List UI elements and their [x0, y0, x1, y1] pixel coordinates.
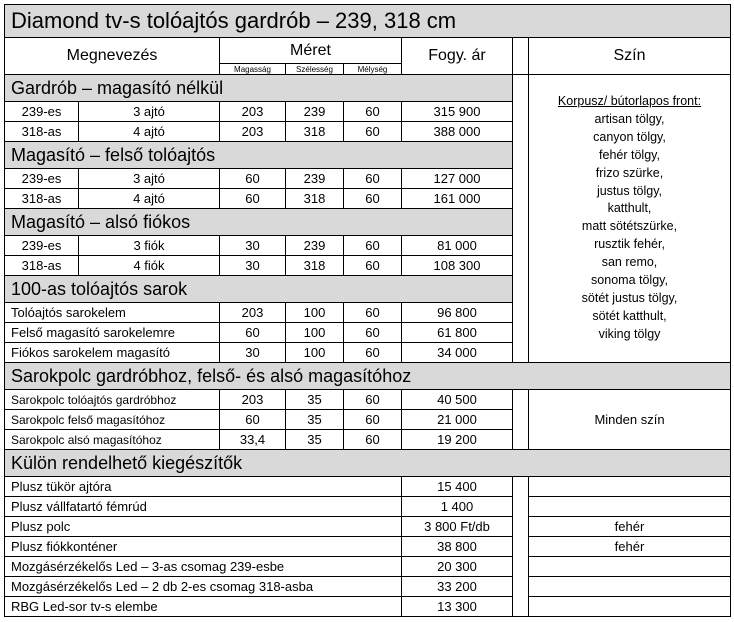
header-price: Fogy. ár	[401, 37, 513, 75]
row-depth: 60	[343, 121, 402, 142]
color-option: sötét katthult,	[592, 308, 667, 323]
row-width: 100	[285, 302, 344, 323]
color-option: justus tölgy,	[596, 183, 663, 198]
row-price: 40 500	[401, 389, 513, 410]
row-name: 239-es	[4, 235, 79, 256]
row-height: 203	[219, 101, 286, 122]
color-option: katthult,	[607, 201, 652, 216]
section-header: Magasító – alsó fiókos	[4, 208, 513, 236]
section-header: Gardrób – magasító nélkül	[4, 74, 513, 102]
row-height: 30	[219, 342, 286, 363]
header-height: Magasság	[219, 63, 286, 75]
row-price: 19 200	[401, 429, 513, 450]
row-type: 4 ajtó	[78, 188, 220, 209]
spacer-column	[512, 476, 529, 617]
spacer-column	[512, 74, 529, 363]
row-type: 4 ajtó	[78, 121, 220, 142]
color-list	[528, 74, 731, 363]
row-name: Plusz polc	[4, 516, 402, 537]
row-name: Sarokpolc tolóajtós gardróbhoz	[4, 389, 220, 410]
row-type: 3 ajtó	[78, 168, 220, 189]
row-price: 96 800	[401, 302, 513, 323]
row-width: 239	[285, 168, 344, 189]
row-width: 239	[285, 235, 344, 256]
row-width: 100	[285, 322, 344, 343]
color-option: rusztik fehér,	[594, 237, 665, 252]
row-type: 3 ajtó	[78, 101, 220, 122]
section-header: Külön rendelhető kiegészítők	[4, 449, 731, 477]
row-price: 21 000	[401, 409, 513, 430]
row-name: Tolóajtós sarokelem	[4, 302, 220, 323]
row-depth: 60	[343, 342, 402, 363]
row-height: 60	[219, 168, 286, 189]
row-color	[528, 496, 731, 517]
row-depth: 60	[343, 188, 402, 209]
row-name: Sarokpolc felső magasítóhoz	[4, 409, 220, 430]
section-header: Sarokpolc gardróbhoz, felső- és alsó magasítóhoz	[4, 362, 731, 390]
row-name: Sarokpolc alsó magasítóhoz	[4, 429, 220, 450]
row-height: 203	[219, 302, 286, 323]
row-width: 35	[285, 409, 344, 430]
color-all: Minden szín	[528, 389, 731, 450]
row-price: 38 800	[401, 536, 513, 557]
row-width: 239	[285, 101, 344, 122]
row-depth: 60	[343, 389, 402, 410]
row-price: 388 000	[401, 121, 513, 142]
row-name: 318-as	[4, 255, 79, 276]
color-option: sonoma tölgy,	[591, 273, 668, 288]
row-depth: 60	[343, 409, 402, 430]
header-size: Méret	[219, 37, 402, 64]
row-name: Mozgásérzékelős Led – 2 db 2-es csomag 318-asba	[4, 576, 402, 597]
header-name: Megnevezés	[4, 37, 220, 75]
row-depth: 60	[343, 168, 402, 189]
row-width: 35	[285, 389, 344, 410]
row-name: 318-as	[4, 121, 79, 142]
row-type: 3 fiók	[78, 235, 220, 256]
row-color	[528, 596, 731, 617]
row-name: Plusz fiókkonténer	[4, 536, 402, 557]
row-name: Felső magasító sarokelemre	[4, 322, 220, 343]
row-price: 108 300	[401, 255, 513, 276]
row-name: 239-es	[4, 168, 79, 189]
row-name: Plusz tükör ajtóra	[4, 476, 402, 497]
row-price: 81 000	[401, 235, 513, 256]
row-name: Plusz vállfatartó fémrúd	[4, 496, 402, 517]
row-price: 3 800 Ft/db	[401, 516, 513, 537]
row-name: 239-es	[4, 101, 79, 122]
row-width: 100	[285, 342, 344, 363]
header-spacer	[512, 37, 529, 75]
row-color: fehér	[528, 516, 731, 537]
row-width: 318	[285, 188, 344, 209]
color-option: artisan tölgy,	[594, 111, 665, 126]
row-color	[528, 476, 731, 497]
row-depth: 60	[343, 429, 402, 450]
color-option: canyon tölgy,	[593, 129, 666, 144]
row-name: RBG Led-sor tv-s elembe	[4, 596, 402, 617]
row-width: 318	[285, 121, 344, 142]
section-header: 100-as tolóajtós sarok	[4, 275, 513, 303]
row-price: 20 300	[401, 556, 513, 577]
page-title: Diamond tv-s tolóajtós gardrób – 239, 318 cm	[4, 4, 731, 38]
row-price: 13 300	[401, 596, 513, 617]
row-price: 15 400	[401, 476, 513, 497]
row-height: 30	[219, 255, 286, 276]
row-price: 34 000	[401, 342, 513, 363]
row-width: 35	[285, 429, 344, 450]
row-price: 315 900	[401, 101, 513, 122]
row-height: 60	[219, 409, 286, 430]
row-name: Mozgásérzékelős Led – 3-as csomag 239-esbe	[4, 556, 402, 577]
row-name: 318-as	[4, 188, 79, 209]
spacer-column	[512, 389, 529, 450]
row-depth: 60	[343, 255, 402, 276]
row-type: 4 fiók	[78, 255, 220, 276]
price-table	[4, 4, 730, 618]
header-width: Szélesség	[285, 63, 344, 75]
row-height: 203	[219, 121, 286, 142]
row-depth: 60	[343, 101, 402, 122]
color-option: matt sötétszürke,	[581, 219, 678, 234]
row-height: 33,4	[219, 429, 286, 450]
row-color	[528, 576, 731, 597]
row-price: 127 000	[401, 168, 513, 189]
row-color	[528, 556, 731, 577]
color-list-heading: Korpusz/ bútorlapos front:	[557, 94, 702, 108]
row-depth: 60	[343, 302, 402, 323]
color-option: sötét justus tölgy,	[581, 290, 678, 305]
row-depth: 60	[343, 235, 402, 256]
row-name: Fiókos sarokelem magasító	[4, 342, 220, 363]
row-price: 161 000	[401, 188, 513, 209]
row-height: 30	[219, 235, 286, 256]
color-option: viking tölgy	[598, 326, 661, 341]
row-price: 61 800	[401, 322, 513, 343]
color-option: fehér tölgy,	[599, 147, 660, 162]
row-color: fehér	[528, 536, 731, 557]
header-color: Szín	[528, 37, 731, 75]
row-depth: 60	[343, 322, 402, 343]
color-option: frizo szürke,	[595, 165, 664, 180]
row-height: 203	[219, 389, 286, 410]
row-price: 1 400	[401, 496, 513, 517]
row-price: 33 200	[401, 576, 513, 597]
row-height: 60	[219, 188, 286, 209]
row-height: 60	[219, 322, 286, 343]
header-depth: Mélység	[343, 63, 402, 75]
color-option: san remo,	[601, 255, 658, 270]
section-header: Magasító – felső tolóajtós	[4, 141, 513, 169]
row-width: 318	[285, 255, 344, 276]
